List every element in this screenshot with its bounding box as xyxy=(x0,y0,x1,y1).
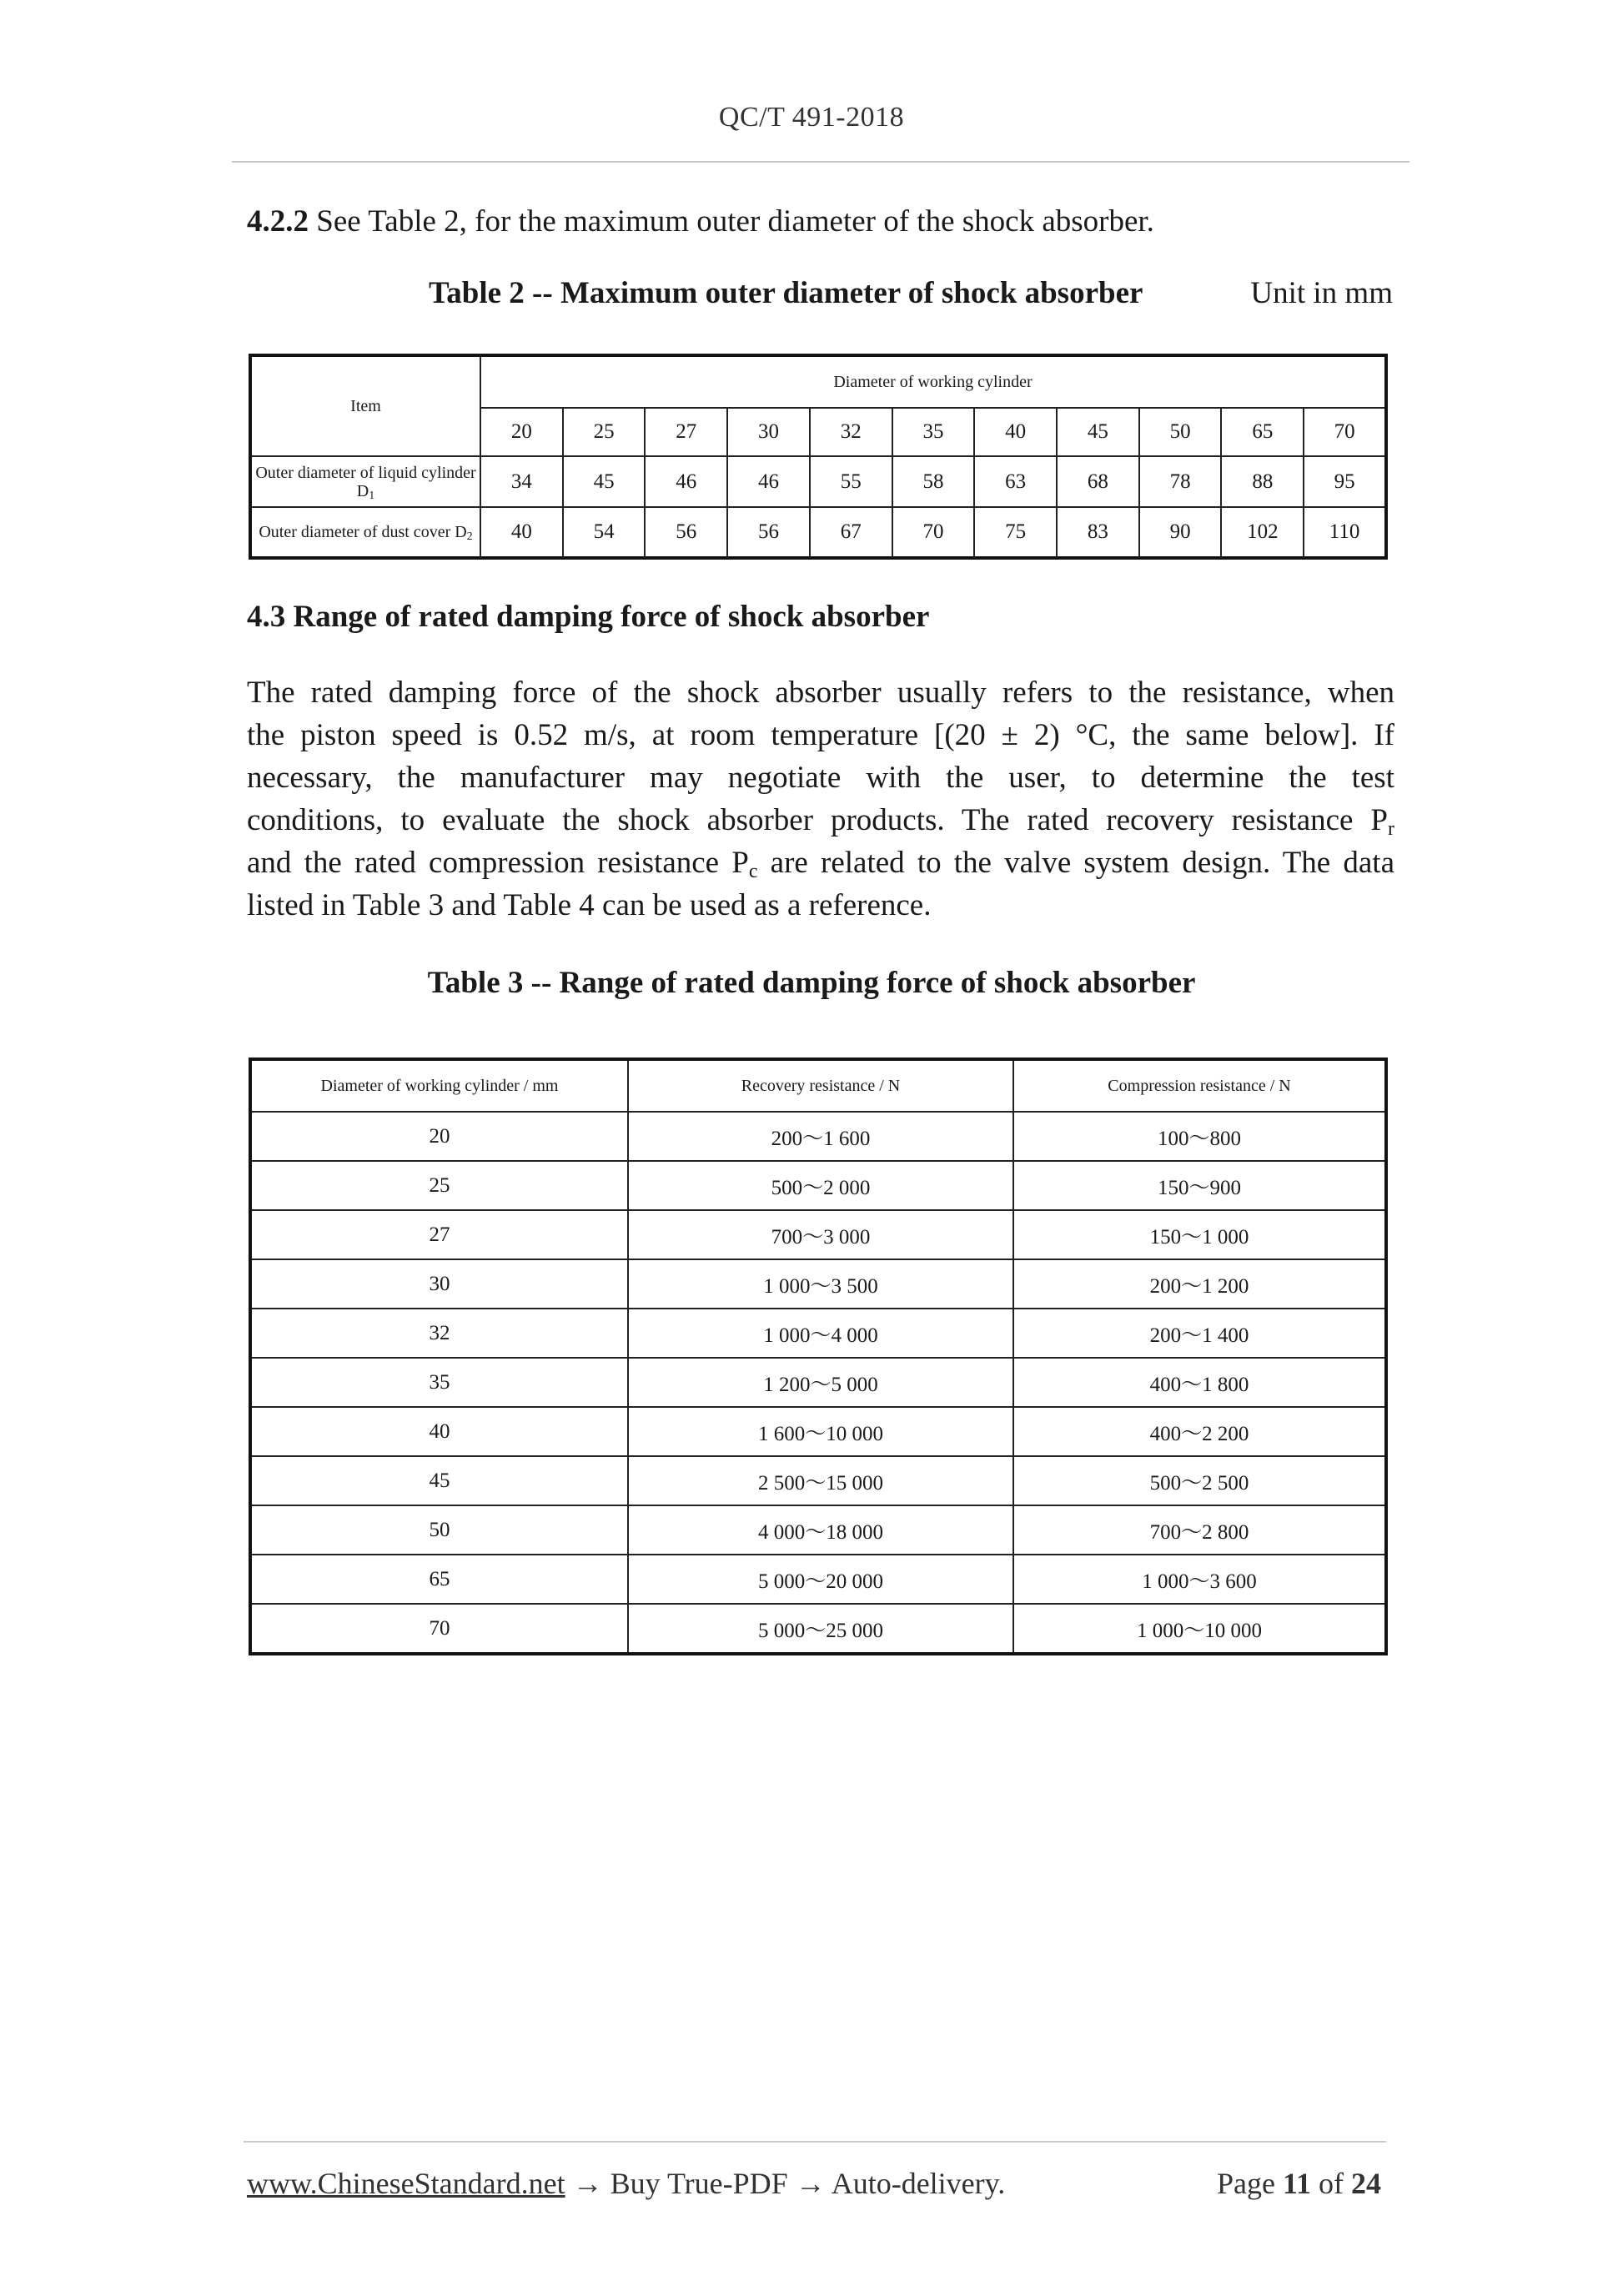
table2-value-cell: 63 xyxy=(974,456,1057,507)
table3-cell: 1 000～4 000 xyxy=(628,1309,1013,1358)
table2-value-cell: 56 xyxy=(645,507,727,558)
table2-value-cell: 34 xyxy=(480,456,563,507)
paragraph-line: listed in Table 3 and Table 4 can be used as a reference. xyxy=(247,888,932,922)
table3-cell: 500～2 500 xyxy=(1013,1456,1386,1505)
table3-cell: 1 000～3 600 xyxy=(1013,1555,1386,1604)
table-row xyxy=(250,1309,1386,1358)
table2-item-header: Item xyxy=(250,355,480,456)
paragraph-line: conditions, to evaluate the shock absorber products. The rated recovery resistance $P_r$ xyxy=(247,803,1394,840)
table3-cell: 1 000～10 000 xyxy=(1013,1604,1386,1654)
table2-value-cell: 55 xyxy=(810,456,892,507)
table2-value-cell: 56 xyxy=(727,507,810,558)
table2-diameter-cell: 40 xyxy=(974,408,1057,456)
table2-diameter-cell: 20 xyxy=(480,408,563,456)
table3-cell: 2 500～15 000 xyxy=(628,1456,1013,1505)
table3-header-diameter: Diameter of working cylinder / mm xyxy=(250,1059,628,1112)
table3-cell: 400～2 200 xyxy=(1013,1407,1386,1456)
table2-unit: Unit in mm xyxy=(1250,276,1393,310)
table3-header-compression: Compression resistance / N xyxy=(1013,1059,1386,1112)
table-row xyxy=(250,456,1386,507)
table2-value-cell: 70 xyxy=(892,507,975,558)
table2-value-cell: 54 xyxy=(563,507,646,558)
table-row xyxy=(250,1259,1386,1309)
table3-cell: 35 xyxy=(250,1358,628,1407)
table2-row-label: Outer diameter of liquid cylinder $D_1$ xyxy=(250,456,480,507)
table3-cell: 1 200～5 000 xyxy=(628,1358,1013,1407)
of-word: of xyxy=(1319,2167,1344,2200)
table3-cell: 500～2 000 xyxy=(628,1161,1013,1210)
table2-value-cell: 78 xyxy=(1139,456,1222,507)
table2-caption: Table 2 -- Maximum outer diameter of shock absorber xyxy=(429,276,1143,310)
table2-diameter-cell: 65 xyxy=(1221,408,1304,456)
paragraph-line: and the rated compression resistance $P_c$ are related to the valve system design. The data xyxy=(247,846,1395,882)
table3-cell: 30 xyxy=(250,1259,628,1309)
table3-cell: 20 xyxy=(250,1112,628,1161)
footer-divider xyxy=(244,2141,1386,2143)
table3-cell: 150～900 xyxy=(1013,1161,1386,1210)
damping-force-paragraph xyxy=(247,671,1394,927)
paragraph-line: The rated damping force of the shock absorber usually refers to the resistance, when xyxy=(247,676,1394,710)
table2-value-cell: 68 xyxy=(1057,456,1139,507)
table2-value-cell: 46 xyxy=(645,456,727,507)
table3-damping-force-range xyxy=(249,1058,1388,1655)
table2-diameter-cell: 25 xyxy=(563,408,646,456)
table2-row-label: Outer diameter of dust cover $D_2$ xyxy=(250,507,480,558)
table2-max-outer-diameter xyxy=(249,354,1388,560)
table-row xyxy=(250,1604,1386,1654)
table3-cell: 40 xyxy=(250,1407,628,1456)
table2-value-cell: 90 xyxy=(1139,507,1222,558)
table-row xyxy=(250,1112,1386,1161)
table3-cell: 150～1 000 xyxy=(1013,1210,1386,1259)
header-divider xyxy=(232,161,1409,163)
table-row xyxy=(250,507,1386,558)
table2-group-header: Diameter of working cylinder xyxy=(480,355,1386,408)
table2-value-cell: 83 xyxy=(1057,507,1139,558)
table3-cell: 4 000～18 000 xyxy=(628,1505,1013,1555)
table-row xyxy=(250,1555,1386,1604)
table3-cell: 200～1 600 xyxy=(628,1112,1013,1161)
table2-diameter-cell: 70 xyxy=(1304,408,1386,456)
table2-value-cell: 110 xyxy=(1304,507,1386,558)
site-link[interactable]: www.ChineseStandard.net xyxy=(247,2167,565,2200)
table-header-row xyxy=(250,1059,1386,1112)
table3-cell: 700～3 000 xyxy=(628,1210,1013,1259)
table2-value-cell: 95 xyxy=(1304,456,1386,507)
table3-cell: 200～1 400 xyxy=(1013,1309,1386,1358)
table2-value-cell: 102 xyxy=(1221,507,1304,558)
table3-cell: 65 xyxy=(250,1555,628,1604)
page-number xyxy=(1217,2166,1381,2201)
table2-diameter-cell: 50 xyxy=(1139,408,1222,456)
table2-value-cell: 75 xyxy=(974,507,1057,558)
auto-delivery-text: Auto-delivery. xyxy=(831,2167,1006,2200)
table-row xyxy=(250,1210,1386,1259)
table2-value-cell: 46 xyxy=(727,456,810,507)
section-number: 4.2.2 xyxy=(247,204,309,239)
table-row xyxy=(250,1358,1386,1407)
table3-cell: 200～1 200 xyxy=(1013,1259,1386,1309)
standard-code-header: QC/T 491-2018 xyxy=(718,102,905,133)
table3-cell: 25 xyxy=(250,1161,628,1210)
footer-links xyxy=(247,2166,1005,2201)
page-word: Page xyxy=(1217,2167,1275,2200)
table2-value-cell: 58 xyxy=(892,456,975,507)
table2-diameter-cell: 30 xyxy=(727,408,810,456)
buy-pdf-link[interactable]: Buy True-PDF xyxy=(610,2167,788,2200)
table3-cell: 400～1 800 xyxy=(1013,1358,1386,1407)
table2-value-cell: 67 xyxy=(810,507,892,558)
arrow-right-icon: → xyxy=(572,2167,603,2200)
table3-cell: 45 xyxy=(250,1456,628,1505)
table2-diameter-cell: 45 xyxy=(1057,408,1139,456)
table2-diameter-cell: 35 xyxy=(892,408,975,456)
table-row xyxy=(250,1407,1386,1456)
table2-diameter-cell: 32 xyxy=(810,408,892,456)
total-pages: 24 xyxy=(1351,2167,1381,2200)
current-page: 11 xyxy=(1282,2167,1311,2200)
table2-diameter-cell: 27 xyxy=(645,408,727,456)
section-4-3-heading: 4.3 Range of rated damping force of shock absorber xyxy=(247,600,930,634)
table3-cell: 700～2 800 xyxy=(1013,1505,1386,1555)
table3-cell: 27 xyxy=(250,1210,628,1259)
arrow-right-icon: → xyxy=(795,2167,826,2200)
table3-cell: 100～800 xyxy=(1013,1112,1386,1161)
paragraph-line: the piston speed is 0.52 m/s, at room temperature [(20 ± 2) °C, the same below]. If xyxy=(247,718,1394,752)
table-row xyxy=(250,1505,1386,1555)
table2-value-cell: 40 xyxy=(480,507,563,558)
table-row xyxy=(250,1161,1386,1210)
table3-cell: 5 000～20 000 xyxy=(628,1555,1013,1604)
table3-cell: 70 xyxy=(250,1604,628,1654)
section-4-2-2 xyxy=(247,200,1394,244)
table2-value-cell: 88 xyxy=(1221,456,1304,507)
table2-value-cell: 45 xyxy=(563,456,646,507)
table-row xyxy=(250,1456,1386,1505)
table3-header-recovery: Recovery resistance / N xyxy=(628,1059,1013,1112)
section-text: See Table 2, for the maximum outer diameter of the shock absorber. xyxy=(309,204,1154,239)
table3-cell: 32 xyxy=(250,1309,628,1358)
table3-cell: 5 000～25 000 xyxy=(628,1604,1013,1654)
table3-cell: 1 000～3 500 xyxy=(628,1259,1013,1309)
table3-cell: 50 xyxy=(250,1505,628,1555)
table3-caption: Table 3 -- Range of rated damping force of shock absorber xyxy=(427,966,1196,1000)
table3-cell: 1 600～10 000 xyxy=(628,1407,1013,1456)
paragraph-line: necessary, the manufacturer may negotiate with the user, to determine the test xyxy=(247,761,1394,795)
